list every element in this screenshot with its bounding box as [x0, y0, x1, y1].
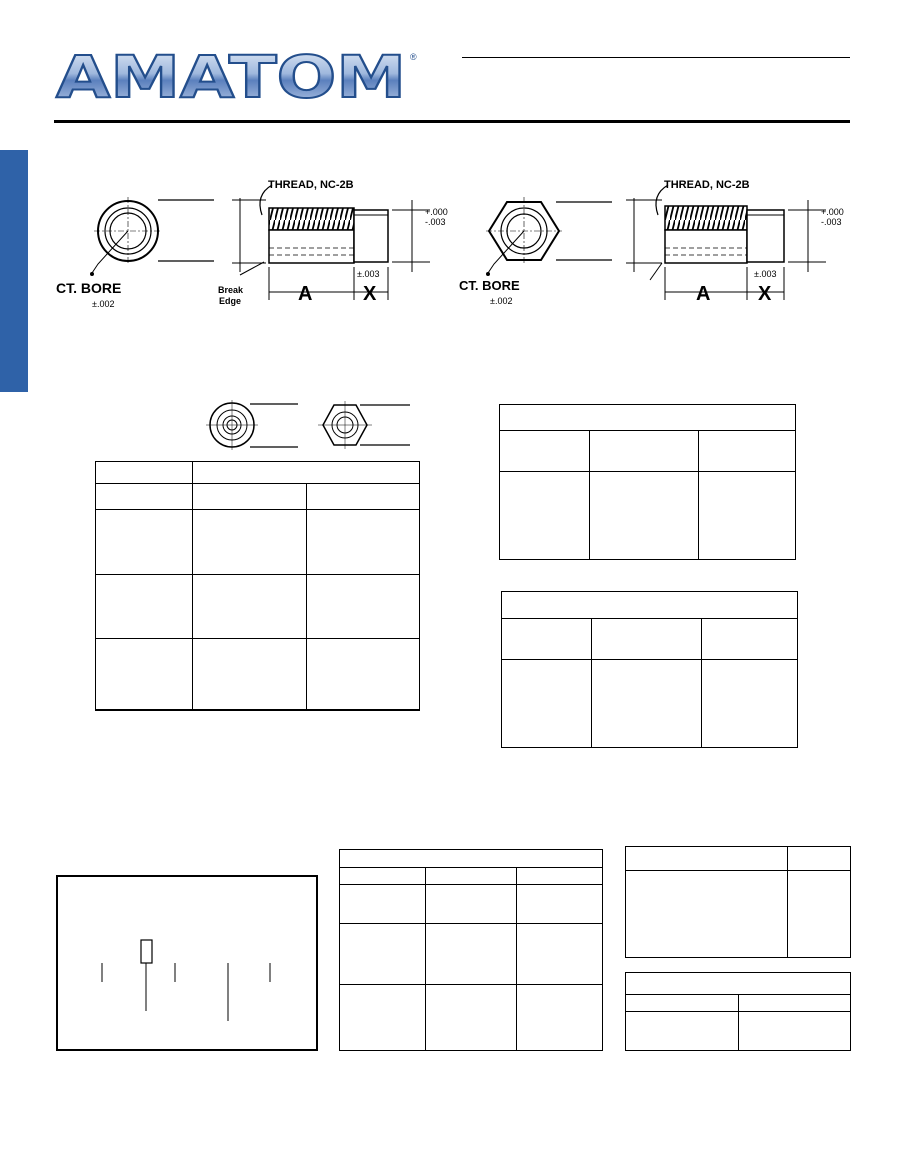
- table-cell: [193, 639, 307, 710]
- table-cell: [739, 1012, 851, 1051]
- table-row: [96, 462, 420, 484]
- round-tol-plus: +.000: [425, 207, 448, 217]
- table-cell: [193, 484, 307, 510]
- table-cell: [500, 472, 590, 560]
- table-cell: [592, 660, 702, 748]
- table-row: [500, 431, 796, 472]
- table-cell: [788, 871, 851, 958]
- table-cell: [500, 431, 590, 472]
- finish-table: [625, 846, 851, 958]
- table-row: [626, 871, 851, 958]
- table-row: [500, 405, 796, 431]
- material-table-bottom: [501, 591, 798, 748]
- table-cell: [502, 619, 592, 660]
- round-dim-x: X: [363, 283, 377, 305]
- table-cell: [626, 973, 851, 995]
- table-row: [340, 885, 603, 924]
- material-table-top: [499, 404, 796, 560]
- hex-end-view: [486, 197, 612, 276]
- hex-bore-label: CT. BORE: [459, 278, 520, 293]
- table-cell: [193, 575, 307, 639]
- table-cell: [702, 619, 798, 660]
- part-number-diagram-box: [56, 875, 318, 1051]
- table-row: [96, 639, 420, 710]
- table-cell: [699, 472, 796, 560]
- table-cell: [502, 660, 592, 748]
- table-cell: [340, 885, 426, 924]
- table-cell: [788, 847, 851, 871]
- registered-mark: ®: [410, 52, 417, 62]
- round-dim-a: A: [298, 283, 313, 305]
- table-cell: [96, 484, 193, 510]
- hex-spacer-icon: [318, 401, 410, 449]
- table-cell: [502, 592, 798, 619]
- table-row: [626, 1012, 851, 1051]
- table-row: [500, 472, 796, 560]
- table-cell: [500, 405, 796, 431]
- table-cell: [517, 985, 603, 1051]
- hex-tol-plus: +.000: [821, 207, 844, 217]
- table-cell: [517, 868, 603, 885]
- part-number-diagram: [58, 877, 316, 1049]
- table-cell: [426, 868, 517, 885]
- header-top-rule: [462, 57, 850, 58]
- header-main-rule: [54, 120, 850, 123]
- spacer-type-icons: [200, 398, 420, 454]
- table-cell: [307, 510, 420, 575]
- table-cell: [193, 510, 307, 575]
- hex-x-tolerance: ±.003: [754, 269, 777, 279]
- table-row: [96, 484, 420, 510]
- table-cell: [340, 850, 603, 868]
- table-cell: [626, 995, 739, 1012]
- table-cell: [592, 619, 702, 660]
- table-cell: [626, 1012, 739, 1051]
- logo-text: AMATOM: [56, 50, 406, 102]
- table-cell: [307, 575, 420, 639]
- round-spacer-icon: [206, 400, 298, 450]
- table-cell: [96, 510, 193, 575]
- table-row: [340, 850, 603, 868]
- table-row: [626, 847, 851, 871]
- table-cell: [340, 985, 426, 1051]
- hex-bore-tolerance: ±.002: [490, 296, 513, 306]
- hex-thread-label: THREAD, NC-2B: [664, 179, 750, 191]
- table-cell: [517, 885, 603, 924]
- table-cell: [590, 472, 699, 560]
- table-cell: [340, 868, 426, 885]
- table-cell: [96, 575, 193, 639]
- ordering-table: [339, 849, 603, 1051]
- table-cell: [739, 995, 851, 1012]
- hex-tol-minus: -.003: [821, 217, 842, 227]
- table-cell: [96, 639, 193, 710]
- table-cell: [517, 924, 603, 985]
- spacer-technical-drawings: [0, 160, 905, 320]
- spacer-size-table: [95, 461, 420, 711]
- table-row: [340, 985, 603, 1051]
- thread-table: [625, 972, 851, 1051]
- table-cell: [96, 462, 193, 484]
- table-row: [502, 592, 798, 619]
- table-cell: [426, 985, 517, 1051]
- table-row: [340, 924, 603, 985]
- table-row: [502, 660, 798, 748]
- table-row: [340, 868, 603, 885]
- round-tol-minus: -.003: [425, 217, 446, 227]
- table-cell: [426, 885, 517, 924]
- round-break-label-2: Edge: [219, 296, 242, 306]
- round-side-view: [232, 185, 430, 300]
- table-cell: [626, 847, 788, 871]
- amatom-logo: [54, 50, 424, 102]
- table-cell: [426, 924, 517, 985]
- round-x-tolerance: ±.003: [357, 269, 380, 279]
- table-cell: [626, 871, 788, 958]
- table-cell: [699, 431, 796, 472]
- table-cell: [702, 660, 798, 748]
- table-row: [502, 619, 798, 660]
- table-row: [96, 575, 420, 639]
- table-cell: [590, 431, 699, 472]
- table-row: [626, 973, 851, 995]
- round-bore-label: CT. BORE: [56, 280, 122, 296]
- table-cell: [307, 484, 420, 510]
- round-bore-tolerance: ±.002: [92, 299, 115, 309]
- hex-dim-x: X: [758, 283, 772, 305]
- hex-dim-a: A: [696, 283, 711, 305]
- table-cell: [340, 924, 426, 985]
- round-thread-label: THREAD, NC-2B: [268, 179, 354, 191]
- table-row: [96, 510, 420, 575]
- table-cell: [193, 462, 420, 484]
- table-row: [626, 995, 851, 1012]
- round-break-label-1: Break: [218, 285, 244, 295]
- table-cell: [307, 639, 420, 710]
- round-end-view: [91, 197, 215, 276]
- hex-side-view: [626, 185, 826, 300]
